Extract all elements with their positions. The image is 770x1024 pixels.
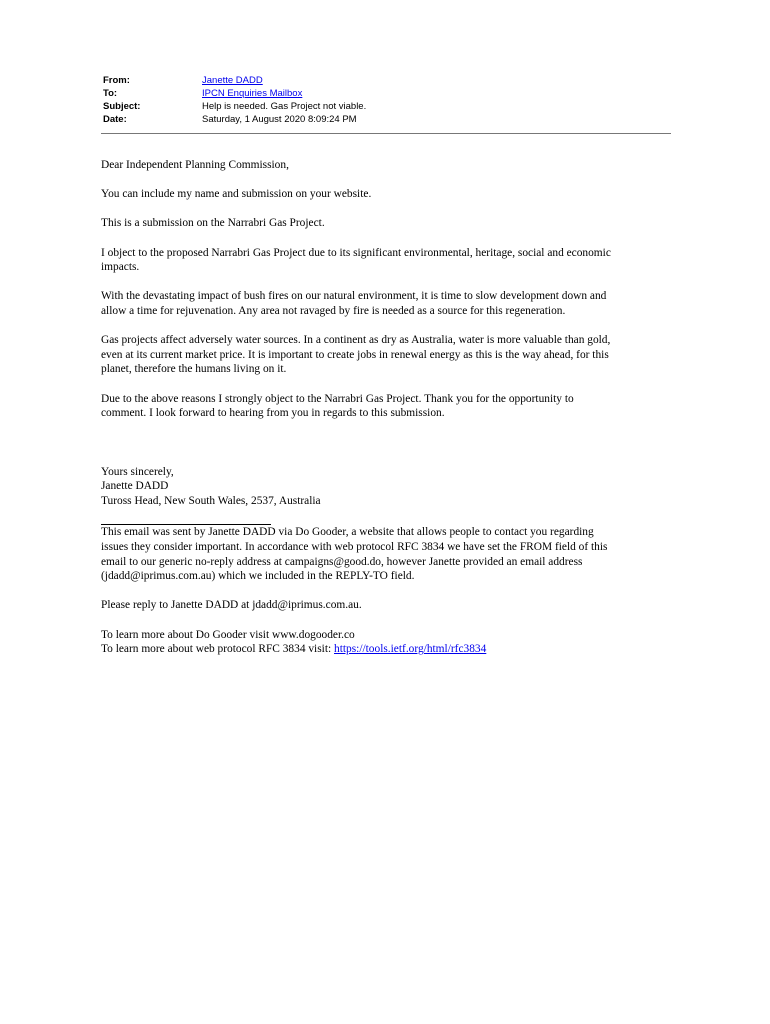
footer-notice-line-3: email to our generic no-reply address at campaigns@good.do, however Janette provided an email address (101, 555, 583, 568)
to-row (103, 87, 673, 100)
signature-name: Janette DADD (101, 480, 169, 493)
footer-rfc-prefix: To learn more about web protocol RFC 3834 visit: (101, 643, 334, 656)
paragraph-website-consent: You can include my name and submission on your website. (101, 188, 372, 201)
footer-notice-line-4: (jdadd@iprimus.com.au) which we included in the REPLY-TO field. (101, 570, 415, 583)
date-label: Date: (103, 114, 127, 125)
paragraph-bushfire-line-1: With the devastating impact of bush fires on our natural environment, it is time to slow development down and (101, 290, 607, 303)
greeting: Dear Independent Planning Commission, (101, 159, 289, 171)
paragraph-objection-line-1: I object to the proposed Narrabri Gas Project due to its significant environmental, heritage, social and economic (101, 246, 611, 259)
signoff: Yours sincerely, (101, 465, 174, 478)
footer-notice-line-1: This email was sent by Janette DADD via Do Gooder, a website that allows people to contact you regarding (101, 526, 594, 539)
rfc3834-link[interactable]: https://tools.ietf.org/html/rfc3834 (334, 643, 487, 656)
subject-label: Subject: (103, 101, 141, 112)
paragraph-conclusion-line-2: comment. I look forward to hearing from you in regards to this submission. (101, 407, 445, 420)
footer-dogooder-info: To learn more about Do Gooder visit www.dogooder.co (101, 628, 355, 641)
email-body (101, 158, 676, 657)
subject-row (103, 100, 673, 113)
footer-reply-instruction: Please reply to Janette DADD at jdadd@iprimus.com.au. (101, 599, 362, 612)
from-link[interactable]: Janette DADD (202, 75, 263, 86)
paragraph-objection-line-2: impacts. (101, 261, 140, 274)
from-row (103, 74, 673, 87)
paragraph-water-line-2: even at its current market price. It is important to create jobs in renewal energy as this is the way ahead, for this (101, 348, 609, 361)
header-divider (101, 133, 671, 134)
from-label: From: (103, 75, 130, 86)
date-value: Saturday, 1 August 2020 8:09:24 PM (202, 114, 357, 125)
paragraph-submission-topic: This is a submission on the Narrabri Gas Project. (101, 217, 325, 230)
paragraph-conclusion-line-1: Due to the above reasons I strongly object to the Narrabri Gas Project. Thank you for the opportunity to (101, 392, 574, 405)
email-header (103, 74, 673, 126)
signature-address: Tuross Head, New South Wales, 2537, Australia (101, 494, 321, 507)
paragraph-water-line-3: planet, therefore the humans living on it. (101, 363, 287, 376)
footer-rfc-info (101, 642, 676, 657)
paragraph-water-line-1: Gas projects affect adversely water sources. In a continent as dry as Australia, water is more valuable than gold, (101, 334, 611, 347)
subject-value: Help is needed. Gas Project not viable. (202, 101, 367, 112)
footer-notice-line-2: issues they consider important. In accordance with web protocol RFC 3834 we have set the FROM field of this (101, 541, 608, 554)
date-row (103, 113, 673, 126)
paragraph-bushfire-line-2: allow a time for rejuvenation. Any area not ravaged by fire is needed as a source for this regeneration. (101, 304, 566, 317)
to-label: To: (103, 88, 118, 99)
to-link[interactable]: IPCN Enquiries Mailbox (202, 88, 303, 99)
